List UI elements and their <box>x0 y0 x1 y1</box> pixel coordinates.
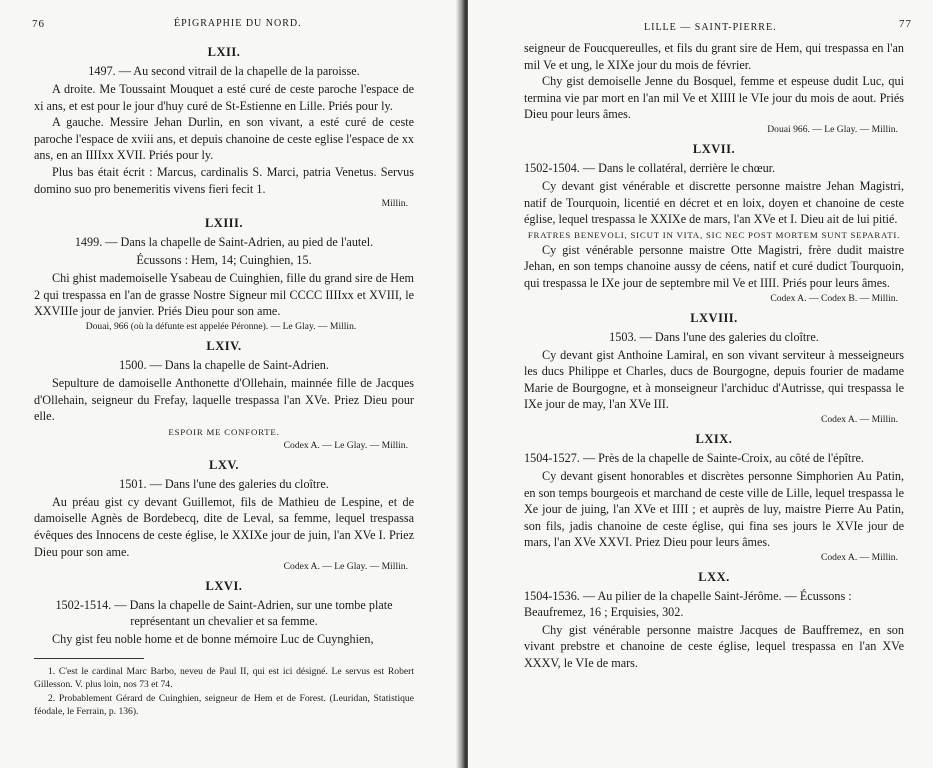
paragraph: A gauche. Messire Jehan Durlin, en son vivant, a esté curé de ceste paroche l'espace de xviii ans, et depuis chanoine de ceste eglise l'espace de xx ans, en an IIIIxx XVII. Priés pour ly. <box>34 115 415 163</box>
source-citation: Codex A. — Le Glay. — Millin. <box>283 561 408 573</box>
section-number: LXVI. <box>205 579 243 594</box>
paragraph: Cy gist vénérable personne maistre Otte Magistri, frère dudit maistre Jehan, en son temps chanoine aussy de céens, natif et curé dudict Tourquoin, qui trespassa le IXe jour de septembre mil Ve et IIII. Priés pour leurs âmes. <box>524 242 904 290</box>
motto: FRATRES BENEVOLI, SICUT IN VITA, SIC NEC POST MORTEM SUNT SEPARATI. <box>527 229 901 240</box>
paragraph: Chy gist demoiselle Jenne du Bosquel, femme et espeuse dudit Luc, qui termina vie par mort en l'an mil Ve et XIIII le VIe jour du mois de aout. Priés Dieu pour leurs âmes. <box>524 74 904 122</box>
left-page-body <box>34 0 414 718</box>
left-page <box>0 0 462 768</box>
source-citation: Douai 966. — Le Glay. — Millin. <box>767 123 898 135</box>
section-heading: 1500. — Dans la chapelle de Saint-Adrien. <box>119 357 329 372</box>
paragraph: Chy gist feu noble home et de bonne mémoire Luc de Cuynghien, <box>52 632 374 647</box>
section-heading: 1501. — Dans l'une des galeries du cloître. <box>119 476 329 491</box>
paragraph: Chy gist vénérable personne maistre Jacques de Bauffremez, en son vivant prebstre et chanoine de ceste église, lequel trespassa en l'an XVe XXXV, le VIe de mars. <box>524 622 904 671</box>
paragraph: seigneur de Foucquereulles, et fils du grant sire de Hem, qui trespassa en l'an mil Ve et ung, le XIXe jour du mois de février. <box>524 41 904 72</box>
section-subheading: Écussons : Hem, 14; Cuinghien, 15. <box>136 253 312 268</box>
section-number: LXIII. <box>204 216 244 231</box>
motto: ESPOIR ME CONFORTE. <box>168 426 280 437</box>
right-page <box>468 0 933 768</box>
right-running-head <box>524 18 912 40</box>
footnote: 1. C'est le cardinal Marc Barbo, neveu de Paul II, qui est ici désigné. Le servus est Robert Gillesson. V. plus loin, nos 73 et 74. <box>34 665 414 691</box>
section-heading: 1499. — Dans la chapelle de Saint-Adrien, au pied de l'autel. <box>74 235 374 250</box>
section-number: LXV. <box>209 457 239 472</box>
paragraph: Cy devant gist vénérable et discrette personne maistre Jehan Magistri, natif de Tourquoin, licentié en décret et en loix, doyen et chanoine de ceste église, lequel trespassa le XXIXe de mars, l'an XVe et I. Dieu ait de lui pitié. <box>524 178 904 227</box>
section-heading: 1497. — Au second vitrail de la chapelle de la paroisse. <box>88 64 360 78</box>
section-heading: 1502-1504. — Dans le collatéral, derrière le chœur. <box>524 160 776 175</box>
right-running-title: LILLE — SAINT-PIERRE. <box>644 22 777 33</box>
right-page-body <box>524 0 912 672</box>
section-number: LXX. <box>698 569 730 584</box>
section-heading: 1503. — Dans l'une des galeries du cloître. <box>609 329 819 344</box>
left-running-head <box>34 18 414 40</box>
section-heading: 1502-1514. — Dans la chapelle de Saint-Adrien, sur une tombe plate représentant un chevalier et sa femme. <box>55 598 393 629</box>
section-number: LXIV. <box>206 338 242 353</box>
paragraph: Sepulture de damoiselle Anthonette d'Ollehain, mainnée fille de Jacques d'Ollehain, seigneur du Frefay, laquelle trespassa l'an XVe. Priez Dieu pour elle. <box>34 375 414 424</box>
source-citation: Codex A. — Millin. <box>820 551 898 563</box>
source-citation: Codex A. — Codex B. — Millin. <box>770 292 898 304</box>
section-number: LXII. <box>207 45 241 59</box>
section-number: LXIX. <box>695 431 733 446</box>
section-heading: 1504-1527. — Près de la chapelle de Sainte-Croix, au côté de l'épître. <box>524 450 864 465</box>
source-citation: Codex A. — Le Glay. — Millin. <box>283 439 408 451</box>
right-page-number: 77 <box>899 18 912 30</box>
source-citation: Douai, 966 (où la défunte est appelée Péronne). — Le Glay. — Millin. <box>85 320 357 332</box>
source-citation: Codex A. — Millin. <box>820 413 898 425</box>
left-page-number: 76 <box>32 18 45 30</box>
paragraph: Chi ghist mademoiselle Ysabeau de Cuinghien, fille du grand sire de Hem 2 qui trespassa en l'an de grasse Nostre Signeur mil CCCC IIIIxx et XVIII, le XXVIIIe jour de janvier. Priés Dieu pour son ame. <box>34 271 414 319</box>
section-heading: 1504-1536. — Au pilier de la chapelle Saint-Jérôme. — Écussons : Beaufremez, 16 ; Erquisies, 302. <box>524 588 852 619</box>
paragraph: Plus bas était écrit : Marcus, cardinalis S. Marci, patria Venetus. Servus domino suo pro benemeritis vivens fieri fecit 1. <box>34 164 414 196</box>
paragraph: A droite. Me Toussaint Mouquet a esté curé de ceste paroche l'espace de xi ans, et est pour le jour d'huy curé de St-Estienne en Lille. Priés pour ly. <box>34 82 414 113</box>
paragraph: Cy devant gisent honorables et discrètes personne Simphorien Au Patin, en son temps bourgeois et marchand de ceste ville de Lille, lequel trespassa le Xe jour de juing, l'an XVe et IIII ; et auprès de luy, maistre Pierre Au Patin, son fils, jadis chanoine de ceste église, qui fina ses jours le XVIe jour de mars, l'an XVe XXVI. Priez Dieu pour leurs âmes. <box>524 468 904 550</box>
section-number: LXVII. <box>692 141 736 156</box>
left-running-title: ÉPIGRAPHIE DU NORD. <box>174 18 302 29</box>
footnote-rule <box>34 658 144 659</box>
paragraph: Cy devant gist Anthoine Lamiral, en son vivant serviteur à messeigneurs les ducs Philippe et Charles, ducs de Bourgogne, depuis fourier de madame Marie de Bourgogne, et à monseigneur l'archiduc d'Autrisse, qui trespassa le IXe jour de may, l'an XVe III. <box>524 347 904 412</box>
section-number: LXVIII. <box>690 310 738 325</box>
footnote: 2. Probablement Gérard de Cuinghien, seigneur de Hem et de Forest. (Leuridan, Statistique féodale, le Ferrain, p. 136). <box>34 692 414 717</box>
source-citation: Millin. <box>381 198 408 210</box>
paragraph: Au préau gist cy devant Guillemot, fils de Mathieu de Lespine, et de damoiselle Agnès de Bordebecq, dite de Leval, sa femme, lequel trespassa évêques des Innocens de ceste église, le XXIXe jour de juin, l'an XVe I. Priez Dieu pour son ame. <box>34 494 414 559</box>
